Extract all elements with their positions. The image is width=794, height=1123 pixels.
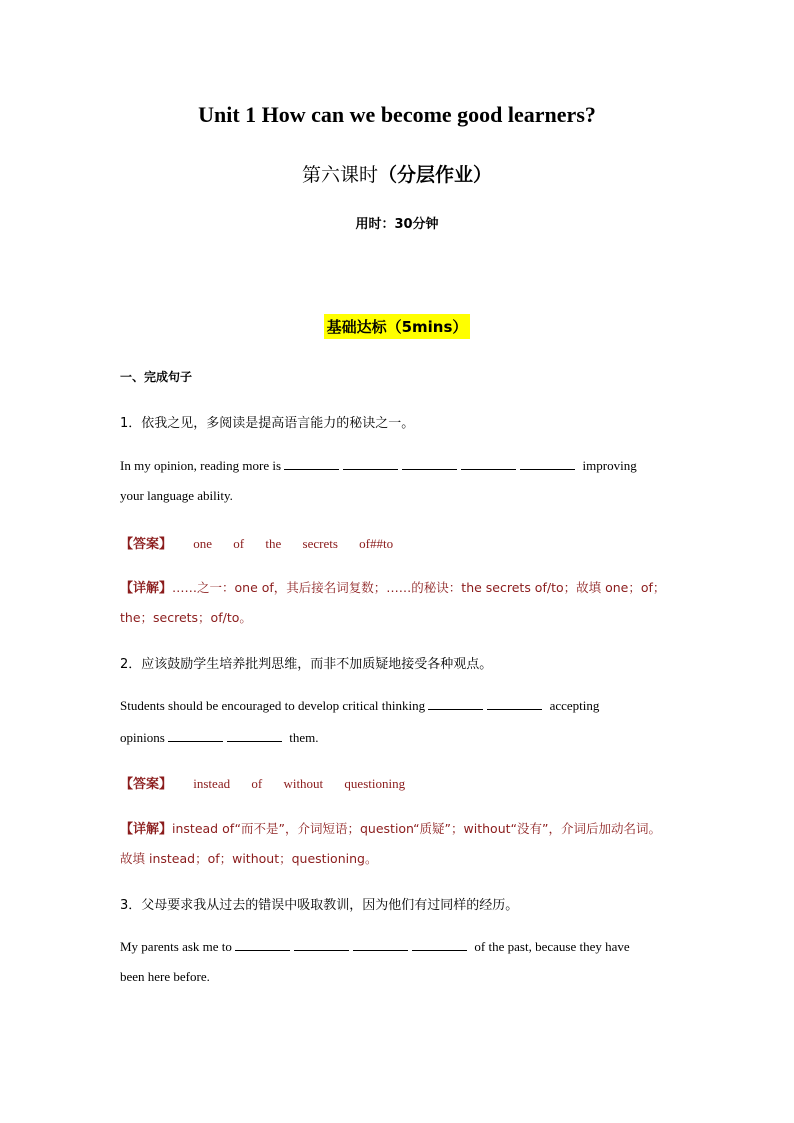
answer-blank[interactable] <box>284 457 339 470</box>
section-heading-wrap <box>0 314 794 339</box>
q1-text-before: In my opinion, reading more is <box>120 458 282 473</box>
subtitle-lesson: 第六课时 <box>301 164 378 186</box>
q2-line2-before: opinions <box>120 730 165 745</box>
page-title: Unit 1 How can we become good learners? <box>198 102 596 127</box>
answer-word: questioning <box>344 776 406 791</box>
answer-blank[interactable] <box>487 697 542 710</box>
question-1-chinese: 1．依我之见，多阅读是提高语言能力的秘诀之一。 <box>120 416 415 431</box>
answer-blank[interactable] <box>520 457 575 470</box>
question-2-english <box>120 697 599 714</box>
answer-blank[interactable] <box>353 938 408 951</box>
answer-blank[interactable] <box>227 729 282 742</box>
q2-text-after: accepting <box>549 698 600 713</box>
answer-word: without <box>283 776 324 791</box>
lesson-subtitle <box>0 160 794 187</box>
answer-word: the <box>265 536 282 551</box>
section-heading: 基础达标（5mins） <box>324 314 471 339</box>
question-2-chinese: 2．应该鼓励学生培养批判思维，而非不加质疑地接受各种观点。 <box>120 657 493 672</box>
answer-word: secrets <box>302 536 338 551</box>
part-heading: 一、完成句子 <box>120 370 193 384</box>
answer-blank[interactable] <box>412 938 467 951</box>
q3-text-after: of the past, because they have <box>474 939 630 954</box>
question-3-chinese: 3．父母要求我从过去的错误中吸取教训，因为他们有过同样的经历。 <box>120 898 519 913</box>
time-limit: 用时：30分钟 <box>355 217 439 232</box>
question-1-answer <box>120 533 393 552</box>
answer-blank[interactable] <box>294 938 349 951</box>
question-2-answer <box>120 773 405 792</box>
q2-line2-after: them. <box>289 730 319 745</box>
explain-text: ……之一：one of，其后接名词复数；……的秘诀：the secrets of/to；故填 one；of； <box>172 580 666 595</box>
answer-label: 【答案】 <box>120 777 173 792</box>
q2-text-before: Students should be encouraged to develop critical thinking <box>120 698 426 713</box>
question-1-english-line2: your language ability. <box>120 488 233 503</box>
answer-blank[interactable] <box>168 729 223 742</box>
question-2-explanation <box>120 818 661 837</box>
question-3-english-line2: been here before. <box>120 969 210 984</box>
answer-word: of <box>233 536 245 551</box>
explain-label: 【详解】 <box>120 581 173 596</box>
question-2-explanation-line2: 故填 instead；of；without；questioning。 <box>120 851 378 866</box>
answer-word: of <box>251 776 263 791</box>
explain-label: 【详解】 <box>120 822 173 837</box>
explain-text: instead of“而不是”，介词短语；question“质疑”；without“没有”，介词后加动名词。 <box>172 821 661 836</box>
subtitle-type: （分层作业） <box>378 164 493 186</box>
q3-text-before: My parents ask me to <box>120 939 232 954</box>
answer-blank[interactable] <box>428 697 483 710</box>
answer-blank[interactable] <box>235 938 290 951</box>
q1-text-after: improving <box>582 458 637 473</box>
answer-blank[interactable] <box>343 457 398 470</box>
answer-word: instead <box>193 776 231 791</box>
answer-word: of##to <box>359 536 394 551</box>
question-1-english <box>120 457 637 474</box>
answer-blank[interactable] <box>461 457 516 470</box>
answer-label: 【答案】 <box>120 537 173 552</box>
question-2-english-line2 <box>120 729 319 746</box>
question-3-english <box>120 938 630 955</box>
question-1-explanation-line2: the；secrets；of/to。 <box>120 610 252 625</box>
answer-word: one <box>193 536 213 551</box>
question-1-explanation <box>120 577 665 596</box>
answer-blank[interactable] <box>402 457 457 470</box>
